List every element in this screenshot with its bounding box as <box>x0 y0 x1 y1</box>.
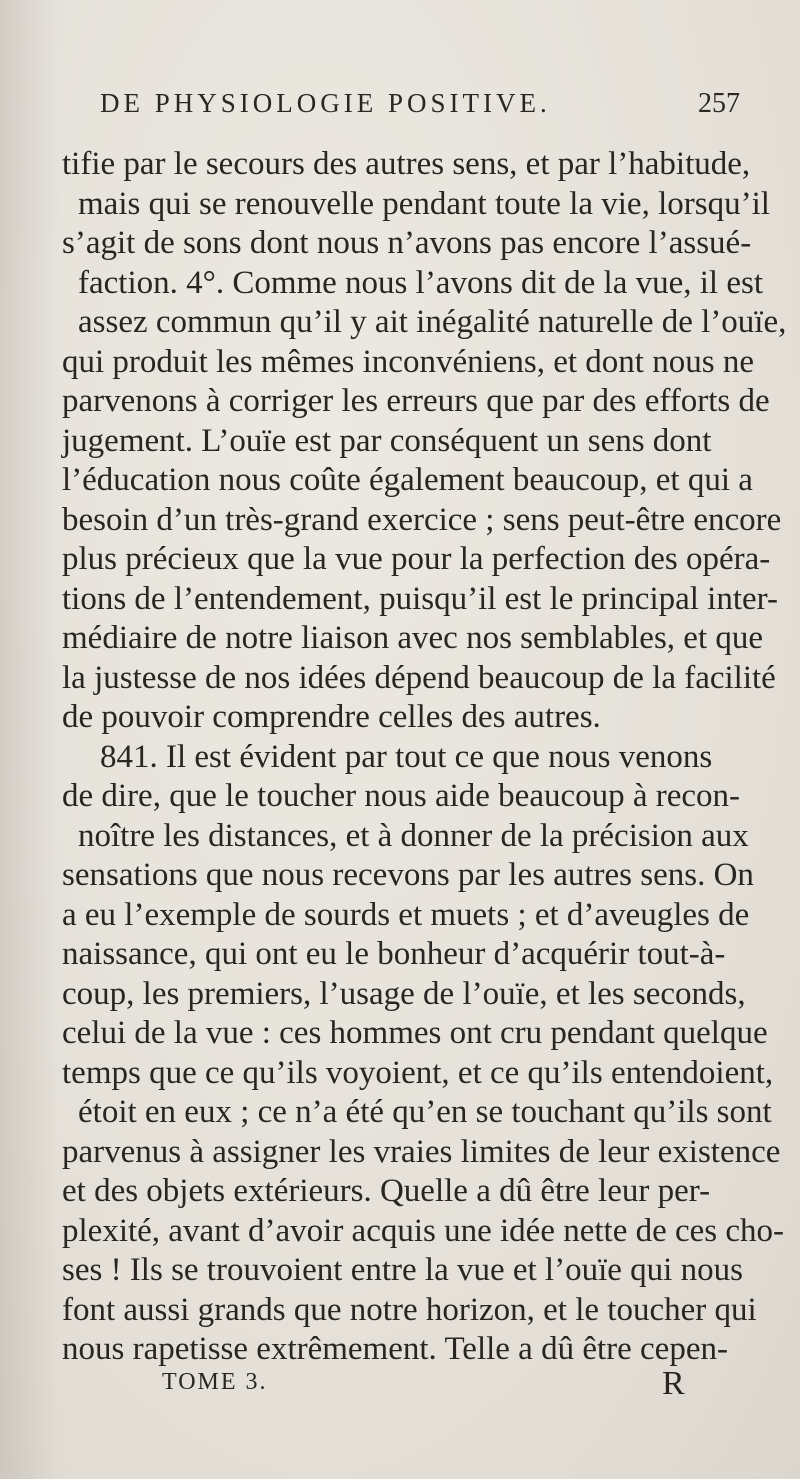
text-line: la justesse de nos idées dépend beaucoup de la facilité <box>62 659 776 696</box>
gathering-letter: R <box>662 1364 685 1402</box>
running-title: DE PHYSIOLOGIE POSITIVE. <box>100 88 551 118</box>
text-line: médiaire de notre liaison avec nos semblables, et que <box>62 620 764 656</box>
text-line: étoit en eux ; ce n’a été qu’en se touchant qu’ils sont <box>78 1094 772 1130</box>
text-line: l’éducation nous coûte également beaucoup, et qui a <box>62 462 753 498</box>
text-line: s’agit de sons dont nous n’avons pas encore l’assué- <box>62 225 752 261</box>
text-line: a eu l’exemple de sourds et muets ; et d’aveugles de <box>62 896 750 933</box>
text-line: coup, les premiers, l’usage de l’ouïe, et les seconds, <box>62 975 746 1012</box>
text-line: naissance, qui ont eu le bonheur d’acquérir tout-à- <box>62 936 726 972</box>
running-head <box>80 88 740 128</box>
text-line: besoin d’un très-grand exercice ; sens peut-être encore <box>62 501 782 538</box>
text-line: sensations que nous recevons par les autres sens. On <box>62 857 754 893</box>
text-line: parvenons à corriger les erreurs que par des efforts de <box>62 383 770 419</box>
text-line: 841. Il est évident par tout ce que nous venons <box>100 738 713 775</box>
text-line: assez commun qu’il y ait inégalité naturelle de l’ouïe, <box>78 304 787 340</box>
text-line: qui produit les mêmes inconvéniens, et dont nous ne <box>62 343 754 380</box>
text-line: mais qui se renouvelle pendant toute la vie, lorsqu’il <box>78 185 770 222</box>
text-line: faction. 4°. Comme nous l’avons dit de la vue, il est <box>78 264 763 301</box>
gutter-shadow <box>0 0 60 1479</box>
text-line: ses ! Ils se trouvoient entre la vue et l’ouïe qui nous <box>62 1252 743 1288</box>
text-line: parvenus à assigner les vraies limites de leur existence <box>62 1133 781 1170</box>
signature-mark: TOME 3. <box>162 1368 268 1395</box>
text-line: et des objets extérieurs. Quelle a dû être leur per- <box>62 1173 711 1209</box>
text-line: noître les distances, et à donner de la précision aux <box>78 817 749 854</box>
text-line: de pouvoir comprendre celles des autres. <box>62 699 601 735</box>
text-line: de dire, que le toucher nous aide beaucoup à recon- <box>62 778 741 814</box>
page-number: 257 <box>698 88 740 119</box>
text-line: font aussi grands que notre horizon, et le toucher qui <box>62 1291 757 1328</box>
text-line: celui de la vue : ces hommes ont cru pendant quelque <box>62 1015 768 1051</box>
text-line: temps que ce qu’ils voyoient, et ce qu’ils entendoient, <box>62 1054 774 1091</box>
text-line: tifie par le secours des autres sens, et par l’habitude, <box>62 146 751 182</box>
text-line: nous rapetisse extrêmement. Telle a dû être cepen- <box>62 1331 728 1367</box>
page-footer <box>162 1364 722 1409</box>
text-line: jugement. L’ouïe est par conséquent un sens dont <box>62 422 712 459</box>
text-line: plexité, avant d’avoir acquis une idée nette de ces cho- <box>62 1212 785 1249</box>
text-line: tions de l’entendement, puisqu’il est le principal inter- <box>62 580 778 617</box>
text-line: plus précieux que la vue pour la perfection des opéra- <box>62 541 771 577</box>
